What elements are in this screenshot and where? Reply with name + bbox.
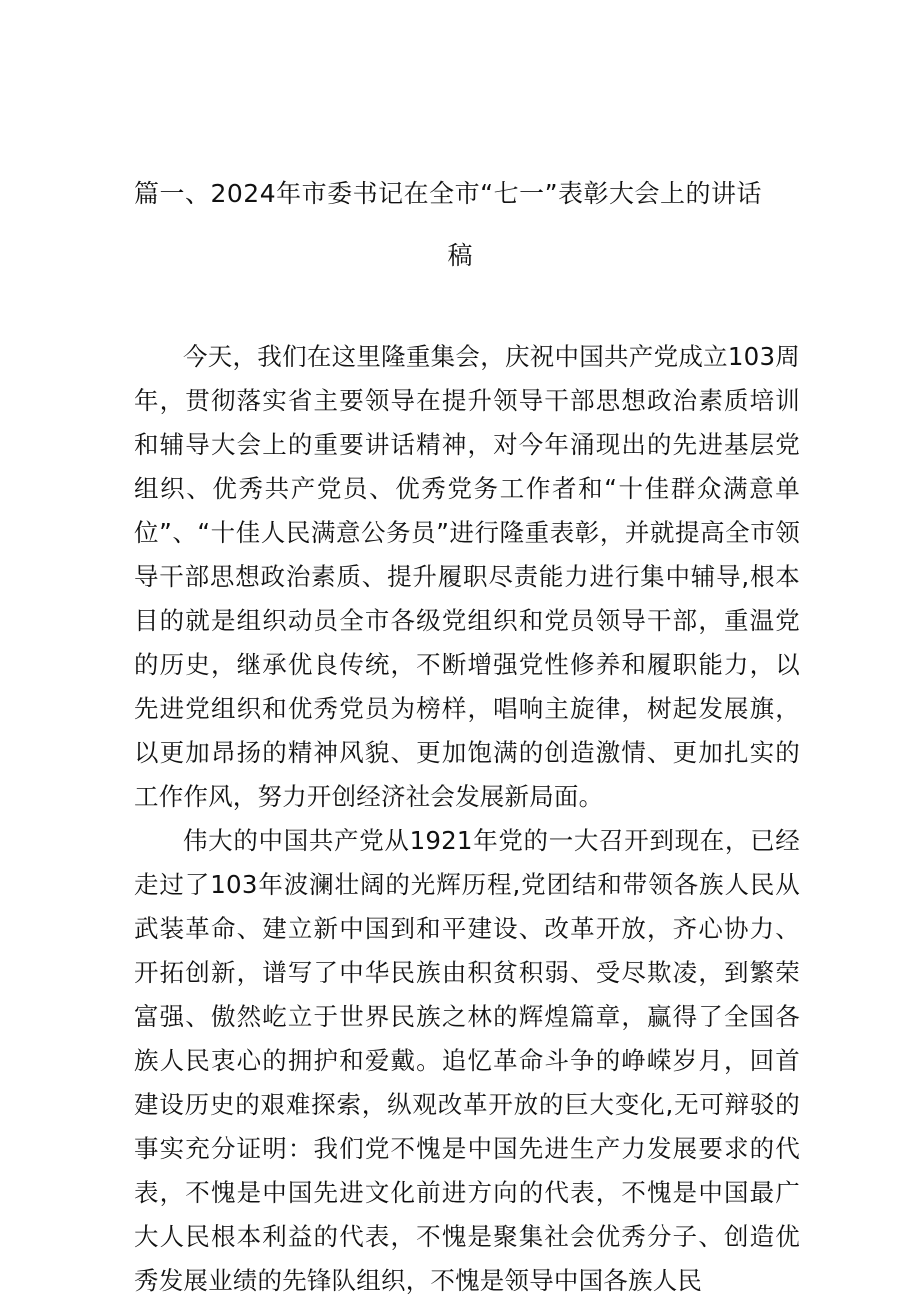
- document-body: [134, 335, 800, 1303]
- document-title: 篇一、2024年市委书记在全市“七一”表彰大会上的讲话: [134, 179, 763, 208]
- paragraph: 伟大的中国共产党从1921年党的一大召开到现在，已经走过了103年波澜壮阔的光辉历程,党团结和带领各族人民从武装革命、建立新中国到和平建设、改革开放，齐心协力、开拓创新，谱写了中华民族由积贫积弱、受尽欺凌，到繁荣富强、傲然屹立于世界民族之林的辉煌篇章，赢得了全国各族人民衷心的拥护和爱戴。追忆革命斗争的峥嵘岁月，回首建设历史的艰难探索，纵观改革开放的巨大变化,无可辩驳的事实充分证明：我们党不愧是中国先进生产力发展要求的代表，不愧是中国先进文化前进方向的代表，不愧是中国最广大人民根本利益的代表，不愧是聚集社会优秀分子、创造优秀发展业绩的先锋队组织，不愧是领导中国各族人民: [134, 826, 800, 1295]
- document-title-continuation: 稿: [447, 241, 473, 270]
- paragraph: 今天，我们在这里隆重集会，庆祝中国共产党成立103周年，贯彻落实省主要领导在提升领导干部思想政治素质培训和辅导大会上的重要讲话精神，对今年涌现出的先进基层党组织、优秀共产党员、优秀党务工作者和“十佳群众满意单位”、“十佳人民满意公务员”进行隆重表彰，并就提高全市领导干部思想政治素质、提升履职尽责能力进行集中辅导,根本目的就是组织动员全市各级党组织和党员领导干部，重温党的历史，继承优良传统，不断增强党性修养和履职能力，以先进党组织和优秀党员为榜样，唱响主旋律，树起发展旗，以更加昂扬的精神风貌、更加饱满的创造激情、更加扎实的工作作风，努力开创经济社会发展新局面。: [134, 342, 800, 811]
